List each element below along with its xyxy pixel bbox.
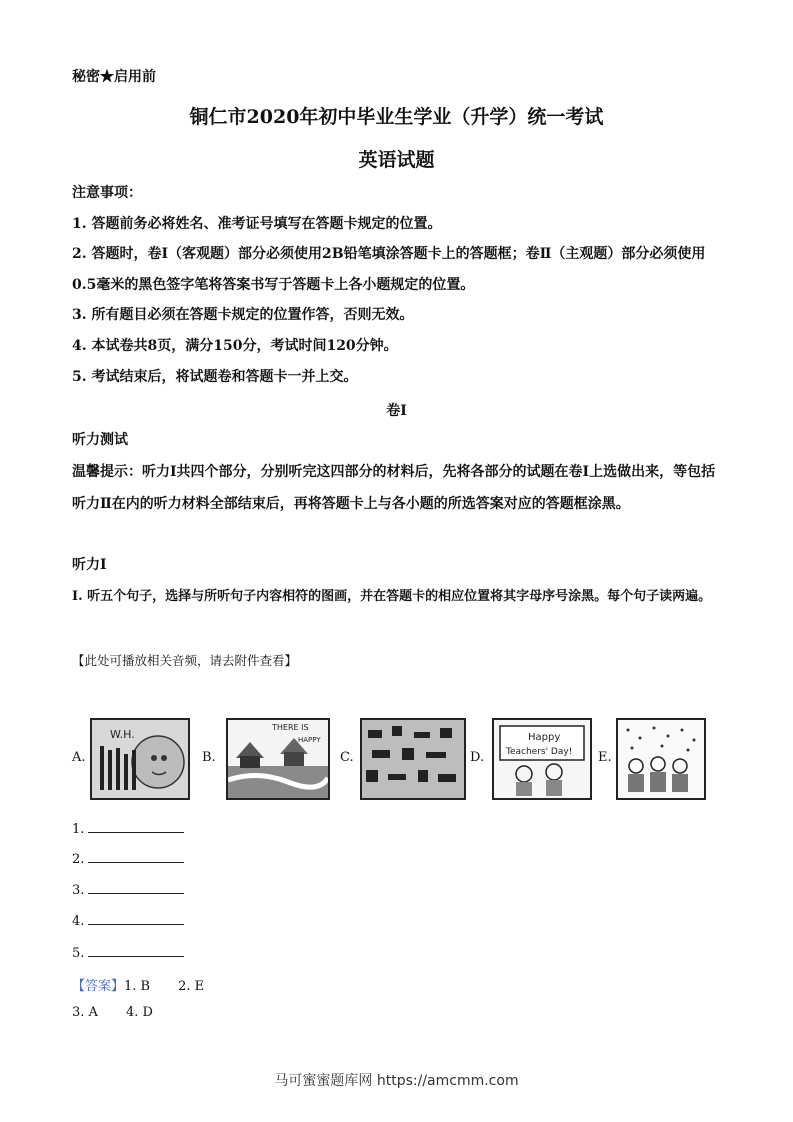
answer-item: 1. B (124, 979, 151, 994)
blank-number: 5. (72, 946, 85, 961)
blank-number: 3. (72, 883, 85, 898)
answer-item: 4. D (125, 1005, 153, 1020)
picture-b (226, 718, 330, 800)
picture-d (492, 718, 592, 800)
confidential-label: 秘密★启用前 (72, 69, 156, 85)
notice-heading: 注意事项： (72, 185, 142, 201)
notice-item-4: 4. 本试卷共8页，满分150分，考试时间120分钟。 (72, 338, 398, 354)
blank-number: 1. (72, 822, 85, 837)
notice-item-3: 3. 所有题目必须在答题卡规定的位置作答，否则无效。 (72, 307, 414, 323)
picture-label-a: A. (72, 750, 86, 765)
notice-item-2: 2. 答题时，卷Ⅰ（客观题）部分必须使用2B铅笔填涂答题卡上的答题框；卷Ⅱ（主观题）部分必须使用0.5毫米的黑色签字笔将答案书写于答题卡上各小题规定的位置。 (72, 246, 706, 293)
blank-number: 4. (72, 914, 85, 929)
notice-item-5: 5. 考试结束后，将试题卷和答题卡一并上交。 (72, 369, 358, 385)
footer-watermark: 马可蜜蜜题库网 https://amcmm.com (274, 1073, 519, 1089)
answer-blank-5[interactable] (72, 944, 184, 961)
blank-number: 2. (72, 852, 85, 867)
picture-b-text: THERE IS (272, 723, 309, 732)
answer-item: 3. A (72, 1005, 98, 1020)
picture-c (360, 718, 466, 800)
listening-tip: 温馨提示：听力Ⅰ共四个部分，分别听完这四部分的材料后，先将各部分的试题在卷Ⅰ上选做出来，等包括听力Ⅱ在内的听力材料全部结束后，再将答题卡上与各小题的所选答案对应的答题框涂黑。 (72, 464, 716, 512)
picture-label-b: B. (202, 750, 216, 765)
notice-item-1: 1. 答题前务必将姓名、准考证号填写在答题卡规定的位置。 (72, 216, 442, 232)
answer-item: 2. E (178, 979, 205, 994)
answer-blank-1[interactable] (72, 820, 184, 837)
picture-a-text: W.H. (110, 728, 135, 741)
answer-tag: 【答案】 (72, 979, 125, 994)
answer-blank-4[interactable] (72, 912, 184, 929)
picture-d-text2: Teachers' Day! (506, 747, 573, 757)
answer-row-1 (72, 975, 204, 994)
picture-label-d: D. (470, 750, 485, 765)
volume-label: 卷Ⅰ (386, 403, 407, 419)
exam-title: 铜仁市2020年初中毕业生学业（升学）统一考试 (189, 106, 604, 128)
listening-heading: 听力测试 (72, 432, 128, 448)
part-instruction: Ⅰ. 听五个句子，选择与所听句子内容相符的图画，并在答题卡的相应位置将其字母序号涂黑。每个句子读两遍。 (72, 589, 712, 604)
picture-b-text2: HAPPY (298, 736, 321, 744)
picture-e (616, 718, 706, 800)
part-heading: 听力Ⅰ (72, 557, 107, 573)
answer-blank-3[interactable] (72, 881, 184, 898)
audio-note: 【此处可播放相关音频，请去附件查看】 (72, 653, 298, 668)
picture-d-text1: Happy (528, 732, 561, 743)
picture-a (90, 718, 190, 800)
picture-label-e: E. (598, 750, 612, 765)
answer-row-2 (72, 1005, 153, 1020)
picture-label-c: C. (340, 750, 354, 765)
answer-blank-2[interactable] (72, 850, 184, 867)
subject-title: 英语试题 (358, 149, 435, 171)
